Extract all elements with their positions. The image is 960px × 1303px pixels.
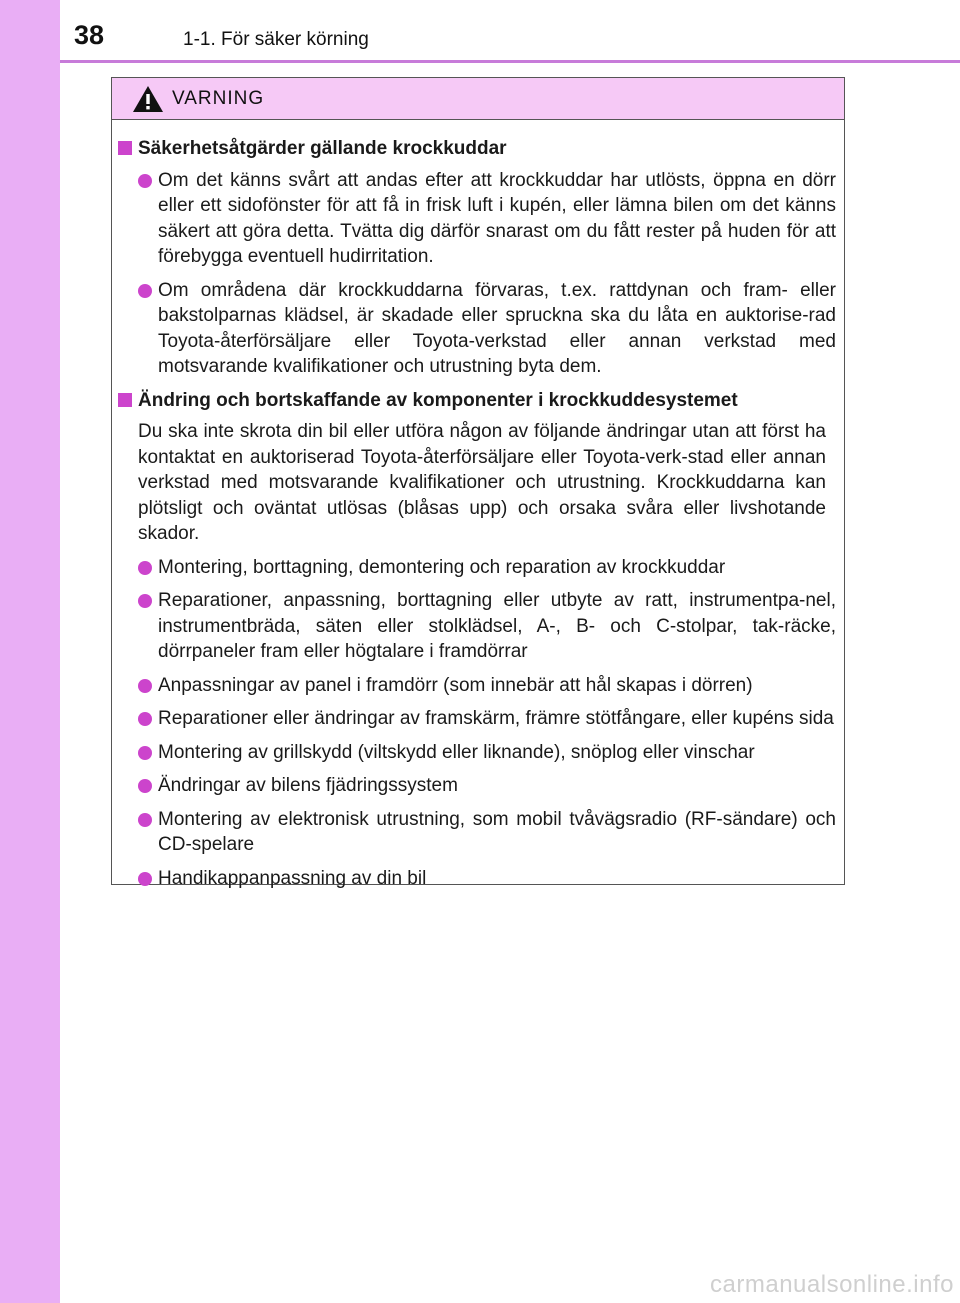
warning-header [112,78,844,120]
round-bullet-icon [138,679,152,693]
section-title: 1-1. För säker körning [183,29,369,50]
watermark: carmanualsonline.info [710,1271,954,1298]
warning-box [111,77,845,889]
sub-heading-airbag-safety [116,136,836,162]
round-bullet-icon [138,174,152,188]
list-item [116,740,836,766]
round-bullet-icon [138,872,152,886]
list-item [116,807,836,858]
warning-triangle-icon [132,85,164,113]
list-item-text: Anpassningar av panel i framdörr (som innebär att hål skapas i dörren) [158,674,753,696]
round-bullet-icon [138,746,152,760]
list-item-text: Om det känns svårt att andas efter att krockkuddar har utlösts, öppna en dörr eller ett sidofönster för att få in frisk luft i kupén, eller lämna bilen om det känns säkert att göra detta. Tvätta dig därför snarast om du fått rester på huden för att förebygga eventuell hudirritation. [158,169,836,267]
round-bullet-icon [138,594,152,608]
list-item-text: Montering av grillskydd (viltskydd eller liknande), snöplog eller vinschar [158,741,755,763]
list-item-text: Om områdena där krockkuddarna förvaras, t.ex. rattdynan och fram- eller bakstolparnas klädsel, är skadade eller spruckna ska du låta en auktorise-rad Toyota-återförsäljare eller Toyota-verkstad eller annan verkstad med motsvarande kvalifikationer och utrustning byta dem. [158,279,836,377]
side-tab-strip [0,0,60,1303]
round-bullet-icon [138,813,152,827]
list-item [116,773,836,799]
round-bullet-icon [138,712,152,726]
list-item [116,278,836,380]
round-bullet-icon [138,779,152,793]
list-item [116,866,836,892]
list-item-text: Ändringar av bilens fjädringssystem [158,775,458,796]
body-paragraph: Du ska inte skrota din bil eller utföra någon av följande ändringar utan att först ha kontaktat en auktoriserad Toyota-återförsäljare eller Toyota-verk-stad eller annan verkstad med motsvarande kvalifikationer och utrustning. Krockkuddarna kan plötsligt och oväntat utlösas (blåsas upp) och orsaka svåra eller livshotande skador. [138,421,826,544]
sub-heading-text: Ändring och bortskaffande av komponenter i krockkuddesystemet [138,389,738,411]
list-item [116,673,836,699]
list-item [116,588,836,665]
warning-body [112,120,844,891]
list-item [116,706,836,732]
list-item-text: Montering av elektronisk utrustning, som mobil tvåvägsradio (RF-sändare) och CD-spelare [158,808,836,855]
sub-heading-airbag-modification [116,388,836,414]
list-item [116,555,836,581]
round-bullet-icon [138,561,152,575]
round-bullet-icon [138,284,152,298]
list-item-text: Montering, borttagning, demontering och reparation av krockkuddar [158,556,726,578]
sub-heading-text: Säkerhetsåtgärder gällande krockkuddar [138,138,507,159]
page-number: 38 [74,20,105,50]
header-rule [60,60,960,63]
square-bullet-icon [118,141,132,155]
list-item [116,168,836,270]
list-item-text: Reparationer, anpassning, borttagning eller utbyte av ratt, instrumentpa-nel, instrumentbräda, säten eller stolklädsel, A-, B- och C-stolpar, tak-räcke, dörrpaneler fram eller högtalare i framdörrar [158,590,836,662]
warning-label: VARNING [172,88,265,109]
list-item-text: Reparationer eller ändringar av framskärm, främre stötfångare, eller kupéns sida [158,708,834,729]
list-item-text: Handikappanpassning av din bil [158,867,427,889]
square-bullet-icon [118,393,132,407]
